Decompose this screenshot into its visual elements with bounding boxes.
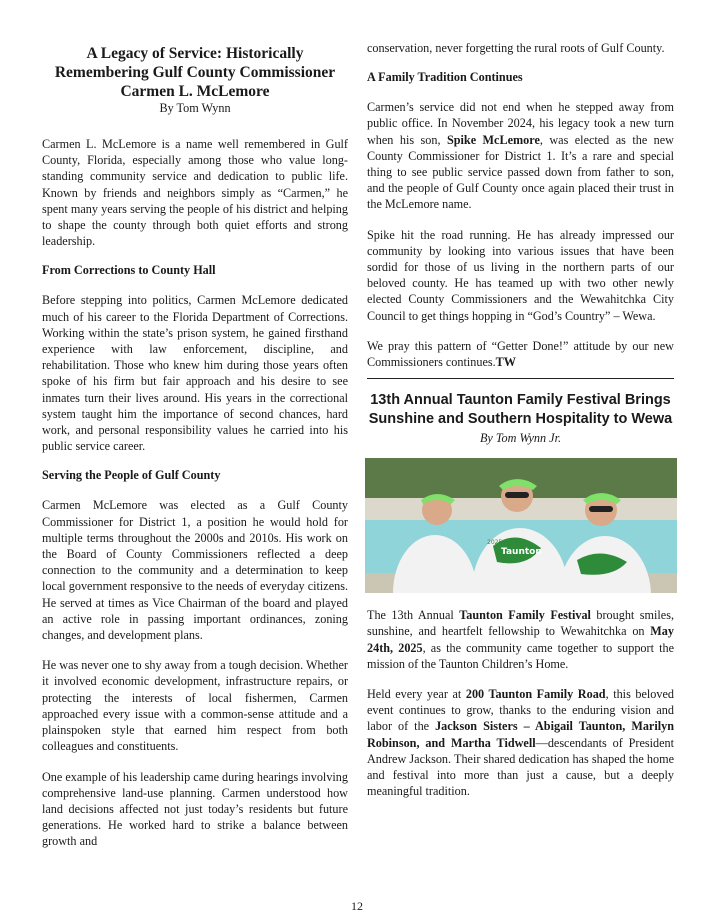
bold-name: Spike McLemore bbox=[446, 132, 540, 147]
shirt-year: 2025 bbox=[487, 539, 503, 547]
text-run: —descendants of President Andrew Jackson. Their shared dedication has shaped the home and festival into more than just a cause, but a deeply meaningful tradition. bbox=[367, 735, 675, 799]
bold-date: May 24th, 2025 bbox=[367, 624, 674, 655]
section-heading: A Family Tradition Continues bbox=[367, 70, 523, 85]
article-title-legacy: A Legacy of Service: Historically Remembering Gulf County Commissioner Carmen L. McLemore bbox=[54, 45, 336, 100]
left-column bbox=[42, 40, 348, 864]
paragraph bbox=[367, 338, 674, 370]
divider bbox=[367, 378, 674, 379]
text-run: , was elected as the new County Commissioner for District 1. It’s a rare and special thing to see public service passed down from father to son, and the people of Gulf County once again placed their trust in the McLemore name. bbox=[367, 132, 674, 212]
paragraph: He was never one to shy away from a tough decision. Whether it involved economic development, infrastructure repairs, or protecting the interests of local fishermen, Carmen approached every issue with a common-sense attitude and a plainspoken style that earned him respect from both colleagues and constituents. bbox=[42, 658, 348, 754]
paragraph: conservation, never forgetting the rural roots of Gulf County. bbox=[367, 41, 665, 55]
article-title-festival: 13th Annual Taunton Family Festival Brings Sunshine and Southern Hospitality to Wewa bbox=[368, 392, 673, 428]
paragraph: One example of his leadership came during hearings involving comprehensive land-use planning. Carmen understood how land decisions affected not just today’s residents but future generations. He worked hard to strike a balance between growth and bbox=[42, 769, 348, 849]
bold-names: Jackson Sisters – Abigail Taunton, Marilyn Robinson, and Martha Tidwell bbox=[367, 719, 674, 750]
paragraph: Carmen L. McLemore is a name well remembered in Gulf County, Florida, especially among those who value long-standing community service and dedication to public life. Known by friends and neighbors simply as “Carmen,” he spent many years serving the people of his district and helping to shape the county through both quiet efforts and strong leadership. bbox=[42, 137, 348, 249]
paragraph bbox=[367, 99, 674, 212]
right-column bbox=[367, 40, 674, 813]
text-run: We pray this pattern of “Getter Done!” attitude by our new Commissioners continues. bbox=[367, 338, 674, 370]
text-run: Held every year at bbox=[367, 687, 466, 702]
text-run: , this beloved event continues to grow, thanks to the enduring vision and labor of the bbox=[367, 687, 674, 734]
text-run: The 13th Annual bbox=[367, 608, 460, 623]
article-byline: By Tom Wynn bbox=[159, 101, 231, 115]
section-heading: Serving the People of Gulf County bbox=[42, 468, 221, 483]
paragraph bbox=[367, 686, 674, 799]
paragraph: Before stepping into politics, Carmen McLemore dedicated much of his career to the Florida Department of Corrections. Working within the state’s prison system, he gained firsthand experience with law enforcement, discipline, and rehabilitation. Those who knew him during those years often spoke of his firm but fair approach and his desire to see inmates turn their lives around. His years in the correctional system taught him the importance of second chances, hard work, and personal responsibility values he carried into his public service career. bbox=[42, 293, 348, 454]
text-run: Carmen’s service did not end when he stepped away from public office. In November 2024, his legacy took a new turn when his son, bbox=[367, 100, 674, 147]
text-run: , as the community came together to support the mission of the Taunton Children’s Home. bbox=[367, 640, 674, 671]
paragraph: Carmen McLemore was elected as a Gulf County Commissioner for District 1, a position he would hold for multiple terms throughout the 2000s and 2010s. His work on the Board of County Commissioners reflected a deep connection to the community and a determination to keep local government responsive to the needs of everyday citizens. He served at times as Vice Chairman of the board and played an active role in passing important ordinances, zoning changes, and development plans. bbox=[42, 498, 348, 643]
festival-photo bbox=[365, 458, 677, 593]
page-number: 12 bbox=[351, 899, 363, 913]
bold-text: Taunton Family Festival bbox=[459, 608, 591, 623]
shirt-logo-text: Taunton bbox=[501, 547, 542, 558]
signature-initials: TW bbox=[495, 355, 516, 370]
bold-address: 200 Taunton Family Road bbox=[465, 687, 606, 702]
paragraph: Spike hit the road running. He has already impressed our community by looking into various issues that have been sordid for those of us living in the northern parts of our beloved county. He has teamed up with two other newly elected County Commissioners and the Wewahitchka City Council to get things hopping in “God’s Country” – Wewa. bbox=[367, 227, 674, 323]
text-run: brought smiles, sunshine, and heartfelt fellowship to Wewahitchka on bbox=[367, 608, 674, 639]
section-heading: From Corrections to County Hall bbox=[42, 263, 216, 278]
article-byline: By Tom Wynn Jr. bbox=[479, 431, 562, 446]
paragraph bbox=[367, 607, 674, 672]
